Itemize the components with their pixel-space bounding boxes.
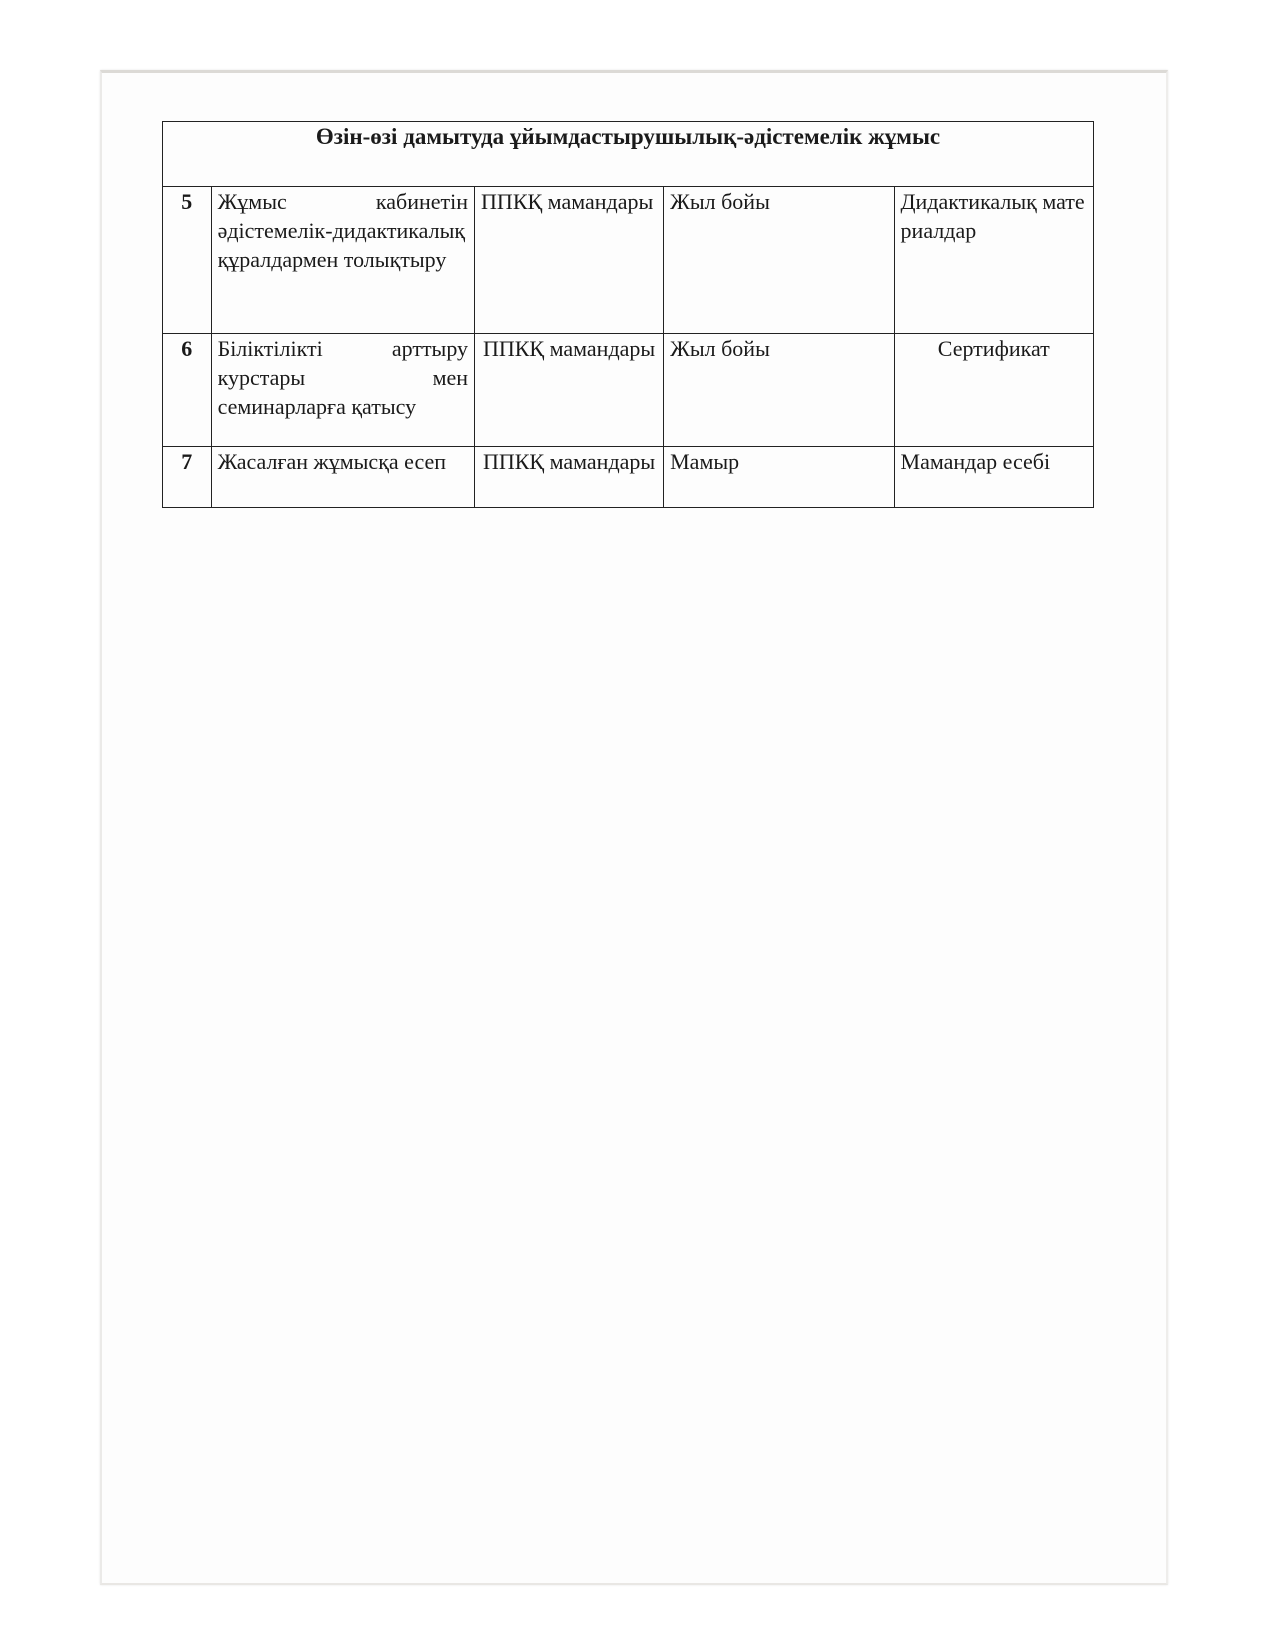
table-row	[163, 447, 1094, 508]
term-cell: Жыл бойы	[664, 334, 894, 447]
responsible-cell: ППКҚ мамандары	[475, 187, 664, 334]
table-row	[163, 187, 1094, 334]
responsible-cell: ППКҚ мамандары	[475, 334, 664, 447]
responsible-cell: ППКҚ мамандары	[475, 447, 664, 508]
section-header-row	[163, 122, 1094, 187]
result-cell: Сертификат	[894, 334, 1093, 447]
table-row	[163, 334, 1094, 447]
result-cell: Дидактикалық материалдар	[894, 187, 1093, 334]
row-number: 5	[163, 187, 212, 334]
task-cell: Жұмыс кабинетін әдістемелік-дидактикалық құралдармен толықтыру	[211, 187, 474, 334]
task-cell: Біліктілікті арттыру курстары мен семинарларға қатысу	[211, 334, 474, 447]
result-cell: Мамандар есебі	[894, 447, 1093, 508]
row-number: 7	[163, 447, 212, 508]
row-number: 6	[163, 334, 212, 447]
term-cell: Мамыр	[664, 447, 894, 508]
term-cell: Жыл бойы	[664, 187, 894, 334]
task-cell: Жасалған жұмысқа есеп	[211, 447, 474, 508]
work-plan-table	[162, 121, 1094, 508]
section-title: Өзін-өзі дамытуда ұйымдастырушылық-әдістемелік жұмыс	[163, 122, 1094, 187]
